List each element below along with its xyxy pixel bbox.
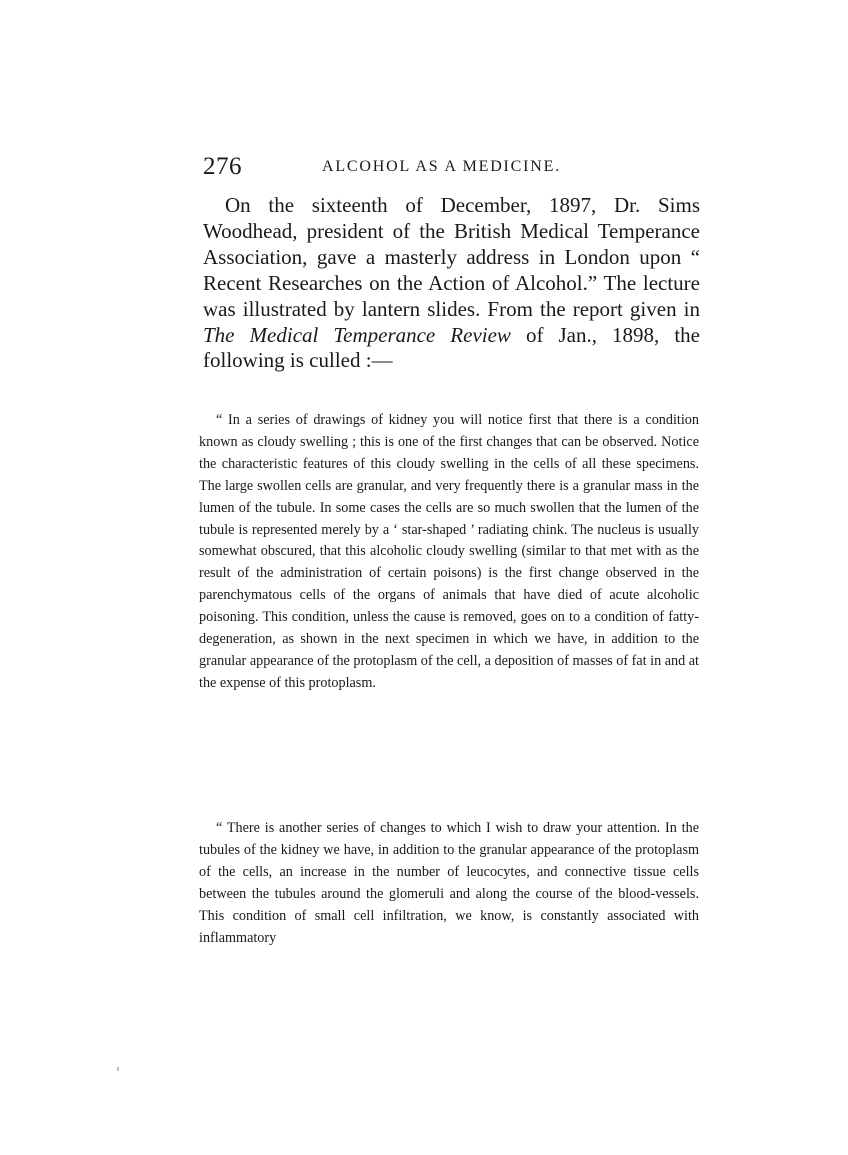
quote-paragraph-2: “ There is another series of changes to which I wish to draw your attention. In the tubules of the kidney we have, in addition to the granular appearance of the protoplasm of the cells, an increase in the number of leucocytes, and connective tissue cells between the tubules around the glomeruli and along the course of the blood-vessels. This condition of small cell infiltration, we know, is constantly associated with inflammatory (199, 820, 699, 946)
intro-text-end: of Jan., 1898, the following is culled :— (203, 322, 700, 373)
journal-title: The Medical Temperance Review (203, 322, 511, 347)
running-title: ALCOHOL AS A MEDICINE. (322, 158, 562, 175)
page-number: 276 (203, 153, 242, 180)
scan-speck (117, 1067, 119, 1071)
intro-paragraph (203, 193, 700, 374)
page-header (203, 152, 700, 182)
quote-paragraph-1: “ In a series of drawings of kidney you will notice first that there is a condition known as cloudy swelling ; this is one of the first changes that can be observed. Notice the characteristic features of this cloudy swelling in the cells of all these specimens. The large swollen cells are granular, and very frequently there is a granular mass in the lumen of the tubule. In some cases the cells are so much swollen that the lumen of the tubule is represented merely by a ‘ star-shaped ’ radiating chink. The nucleus is usually somewhat obscured, that this alcoholic cloudy swelling (similar to that met with as the result of the administration of certain poisons) is the first change observed in the parenchymatous cells of the organs of animals that have died of acute alcoholic poisoning. This condition, unless the cause is removed, goes on to a condition of fatty-degeneration, as shown in the next specimen in which we have, in addition to the granular appearance of the protoplasm of the cell, a deposition of masses of fat in and at the expense of this protoplasm. (199, 412, 699, 691)
intro-text-start: On the sixteenth of December, 1897, Dr. Sims Woodhead, president of the British Medical Temperance Association, gave a masterly address in London upon “ Recent Researches on the Action of Alcohol.” The lecture was illustrated by lantern slides. From the report given in (203, 193, 700, 321)
